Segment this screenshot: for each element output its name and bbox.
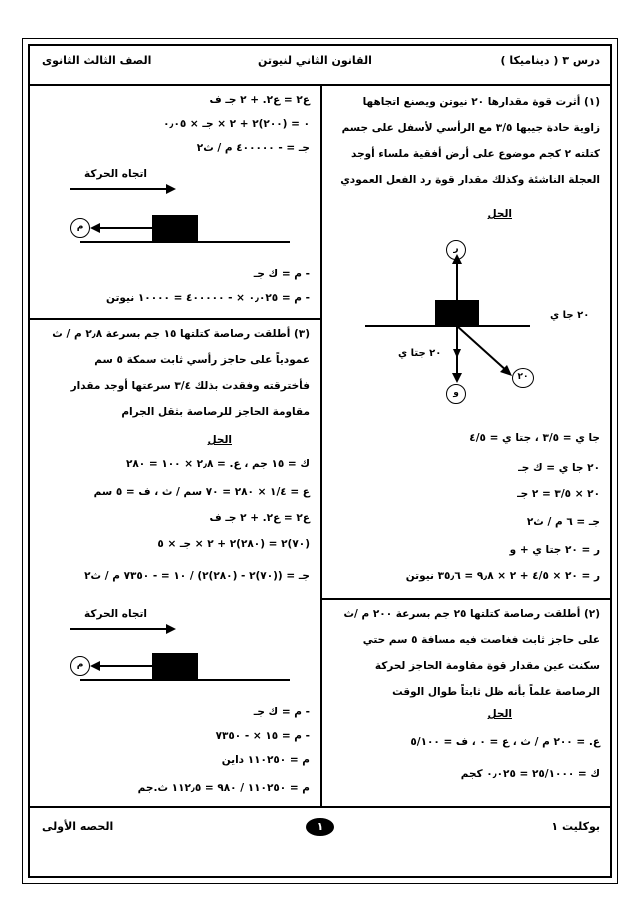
problem2-step: جـ = - ٤٠٠٠٠٠ م / ث٢ <box>196 142 310 154</box>
resistance-diagram <box>60 648 300 688</box>
footer-session: الحصه الأولى <box>42 820 114 833</box>
problem1-step: ٢٠ × ٣/٥ = ٢ جـ <box>517 488 600 500</box>
problem3-result: م = ١١٠٢٥٠ داين <box>221 754 310 766</box>
problem2-step: ٠ = (٢٠٠)٢ + ٢ × جـ × ٠٫٠٥ <box>163 118 310 130</box>
problem3-step: ع = ١/٤ × ٢٨٠ = ٧٠ سم / ث ، ف = ٥ سم <box>93 486 310 498</box>
problem1-line: كتلته ٢ كجم موضوع على أرض أفقية ملساء أوجد <box>351 148 600 160</box>
problem1-line: زاوية حادة جيبها ٣/٥ مع الرأسي لأسفل على جسم <box>341 122 600 134</box>
page-title: القانون الثاني لنيوتن <box>258 54 372 67</box>
problem1-step: ٢٠ جا ي = ك جـ <box>518 462 600 474</box>
problem2-step: ع٢ = ع٢. + ٢ جـ ف <box>209 94 310 106</box>
problem3-line: فأخترقته وفقدت بذلك ٣/٤ سرعتها أوجد مقدار <box>70 380 310 392</box>
resistance-symbol: م <box>70 218 90 238</box>
column-divider <box>320 86 322 806</box>
problem2-line: سكنت عين مقدار قوة مقاومة الحاجز لحركة <box>374 660 600 672</box>
problem2-line: على حاجز ثابت فغاصت فيه مسافة ٥ سم حتي <box>362 634 600 646</box>
motion-direction-arrow <box>70 184 180 194</box>
footer-author: بوكليت ١ <box>551 820 600 833</box>
solution-label: الحل <box>207 434 232 446</box>
problem1-step: ر = ٢٠ × ٤/٥ + ٢ × ٩٫٨ = ٣٥٫٦ نيوتن <box>405 570 600 582</box>
left-section-divider <box>30 318 321 320</box>
problem1-step: جا ي = ٣/٥ ، جتا ي = ٤/٥ <box>469 432 600 444</box>
problem2-result: - م = ٠٫٠٢٥ × - ٤٠٠٠٠٠ = ١٠٠٠٠ نيوتن <box>106 292 310 304</box>
problem2-result: - م = ك جـ <box>253 268 310 280</box>
problem2-line: (٢) أطلقت رصاصة كتلتها ٢٥ جم بسرعة ٢٠٠ م /ث <box>343 608 600 620</box>
problem3-result: - م = ك جـ <box>253 706 310 718</box>
problem3-step: ع٢ = ع٢. + ٢ جـ ف <box>209 512 310 524</box>
force-diagram <box>330 228 610 418</box>
vertical-component-label: ٢٠ جتا ي <box>398 348 442 359</box>
horizontal-component-label: ٢٠ جا ي <box>550 310 590 321</box>
footer-divider <box>30 806 610 808</box>
solution-label: الحل <box>487 208 512 220</box>
resistance-diagram <box>60 210 300 250</box>
solution-label: الحل <box>487 708 512 720</box>
problem3-result: م = ١١٠٢٥٠ / ٩٨٠ = ١١٢٫٥ ث.جم <box>137 782 310 794</box>
problem3-line: (٣) أطلقت رصاصة كتلتها ١٥ جم بسرعة ٢٫٨ م / ث <box>52 328 310 340</box>
problem3-step: جـ = ((٧٠)٢ - (٢٨٠)٢) / ١٠ = - ٧٣٥٠ م / ث٢ <box>84 570 310 582</box>
problem2-step: ك = ٢٥/١٠٠٠ = ٠٫٠٢٥ كجم <box>460 768 600 780</box>
applied-force-symbol: ٢٠ <box>512 368 534 388</box>
problem1-step: ر = ٢٠ جتا ي + و <box>509 544 600 556</box>
right-section-divider <box>320 598 610 600</box>
problem3-result: - م = ١٥ × - ٧٣٥٠ <box>215 730 310 742</box>
problem2-step: ع. = ٢٠٠ م / ث ، ع = ٠ ، ف = ٥/١٠٠ <box>410 736 600 748</box>
problem3-step: (٧٠)٢ = (٢٨٠)٢ + ٢ × جـ × ٥ <box>157 538 310 550</box>
grade-label: الصف الثالث الثانوى <box>42 54 152 67</box>
problem1-step: جـ = ٦ م / ث٢ <box>526 516 600 528</box>
problem1-line: العجلة الناشئة وكذلك مقدار قوة رد الفعل العمودي <box>340 174 600 186</box>
problem3-step: ك = ١٥ جم ، ع. = ٢٫٨ × ١٠٠ = ٢٨٠ <box>125 458 310 470</box>
problem3-line: مقاومة الحاجز للرصاصة بثقل الجرام <box>121 406 310 418</box>
normal-reaction-symbol: ر <box>446 240 466 260</box>
motion-direction-label: اتجاه الحركة <box>84 608 148 620</box>
resistance-symbol: م <box>70 656 90 676</box>
page-number: ١ <box>306 818 334 836</box>
motion-direction-label: اتجاه الحركة <box>84 168 148 180</box>
lesson-label: درس ٣ ( ديناميكا ) <box>500 54 600 67</box>
problem1-line: (١) أثرت قوة مقدارها ٢٠ نيوتن ويصنع اتجاهها <box>362 96 600 108</box>
problem3-line: عمودياً على حاجز رأسي ثابت سمكة ٥ سم <box>94 354 310 366</box>
weight-symbol: و <box>446 384 466 404</box>
problem2-line: الرصاصة علماً بأنه ظل ثابتاً طوال الوقت <box>392 686 600 698</box>
motion-direction-arrow <box>70 624 180 634</box>
